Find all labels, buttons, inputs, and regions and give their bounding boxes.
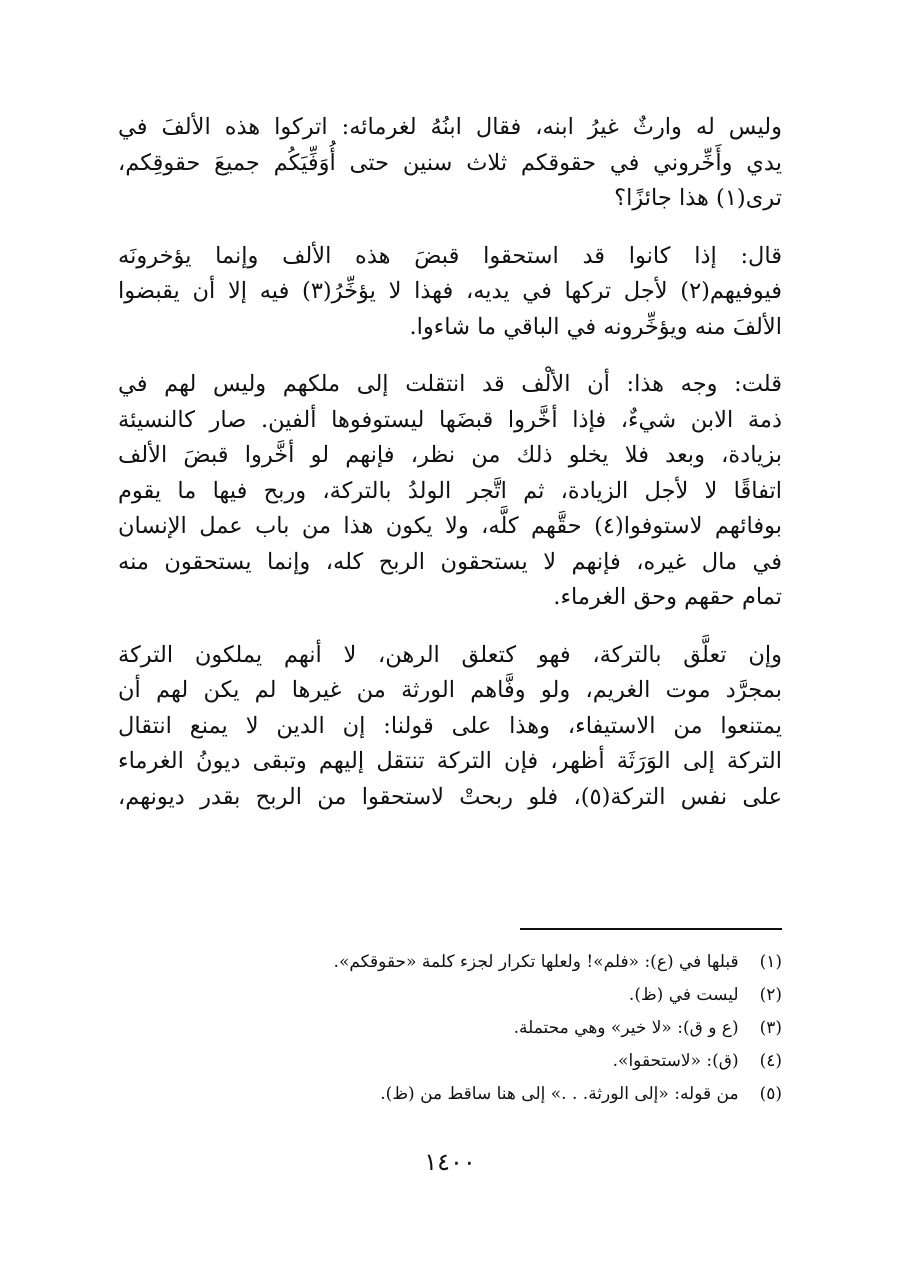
page-number: ١٤٠٠	[424, 1148, 476, 1176]
footnotes	[118, 946, 782, 1111]
text-line: يمتنعوا من الاستيفاء، وهذا على قولنا: إن الدين لا يمنع انتقال	[118, 712, 782, 739]
footnote-4	[118, 1045, 782, 1078]
text-line: قلت: وجه هذا: أن الألْف قد انتقلت إلى ملكهم وليس لهم في	[118, 371, 782, 397]
footnote-text: من قوله: «إلى الورثة. . .» إلى هنا ساقط من (ظ).	[380, 1084, 739, 1104]
text-line: اتفاقًا لا لأجل الزيادة، ثم اتَّجر الولدُ بالتركة، وربح فيها ما يقوم	[118, 477, 782, 504]
paragraph-4	[118, 638, 782, 816]
footnote-text: (ق): «لاستحقوا».	[612, 1051, 739, 1071]
text-line: وإن تعلَّق بالتركة، فهو كتعلق الرهن، لا أنهم يملكون التركة	[118, 641, 782, 668]
footnote-text: (ع و ق): «لا خير» وهي محتملة.	[513, 1018, 739, 1038]
footnote-1	[118, 946, 782, 979]
text-line: التركة إلى الوَرَثَة أظهر، فإن التركة تنتقل إليهم وتبقى ديونُ الغرماء	[118, 748, 782, 774]
text-line: ترى(١) هذا جائزًا؟	[614, 185, 782, 211]
text-line: تمام حقهم وحق الغرماء.	[553, 584, 782, 610]
paragraph-3	[118, 367, 782, 616]
paragraph-1	[118, 110, 782, 217]
footnote-number: (٢)	[759, 985, 782, 1005]
text-line: على نفس التركة(٥)، فلو ربحتْ لاستحقوا من الربح بقدر ديونهم،	[118, 783, 782, 810]
text-line: بوفائهم لاستوفوا(٤) حقَّهم كلَّه، ولا يكون هذا من باب عمل الإنسان	[118, 513, 782, 539]
footnote-5	[118, 1078, 782, 1111]
footnote-number: (٣)	[759, 1018, 782, 1038]
text-line: بمجرَّد موت الغريم، ولو وفَّاهم الورثة من غيرها لم يكن لهم أن	[118, 677, 782, 703]
text-line: قال: إذا كانوا قد استحقوا قبضَ هذه الألف وإنما يؤخرونَه	[118, 242, 782, 269]
footnote-number: (٥)	[759, 1084, 782, 1104]
footnote-text: ليست في (ظ).	[628, 985, 739, 1005]
text-line: يدي وأَخِّروني في حقوقكم ثلاث سنين حتى أُوَفِّيَكُم جميعَ حقوقِكم،	[118, 149, 782, 176]
footnote-number: (١)	[759, 952, 782, 972]
footnote-divider	[520, 928, 782, 930]
footnote-text: قبلها في (ع): «فلم»! ولعلها تكرار لجزء كلمة «حقوقكم».	[333, 952, 739, 972]
footnote-3	[118, 1012, 782, 1045]
text-line: ذمة الابن شيءٌ، فإذا أخَّروا قبضَها ليستوفوها ألفين. صار كالنسيئة	[118, 406, 782, 433]
footnote-2	[118, 979, 782, 1012]
main-text	[118, 110, 782, 837]
text-line: الألفَ منه ويؤخِّرونه في الباقي ما شاءوا.	[409, 313, 782, 340]
text-line: فيوفيهم(٢) لأجل تركها في يديه، فهذا لا يؤخِّرُ(٣) فيه إلا أن يقبضوا	[118, 278, 782, 304]
text-line: بزيادة، وبعد فلا يخلو ذلك من نظر، فإنهم لو أخَّروا قبضَ الألف	[118, 442, 782, 468]
text-line: في مال غيره، فإنهم لا يستحقون الربح كله، وإنما يستحقون منه	[118, 548, 782, 575]
footnote-number: (٤)	[759, 1051, 782, 1071]
paragraph-2	[118, 239, 782, 346]
text-line: وليس له وارثٌ غيرُ ابنه، فقال ابنُهُ لغرمائه: اتركوا هذه الألفَ في	[118, 114, 782, 140]
